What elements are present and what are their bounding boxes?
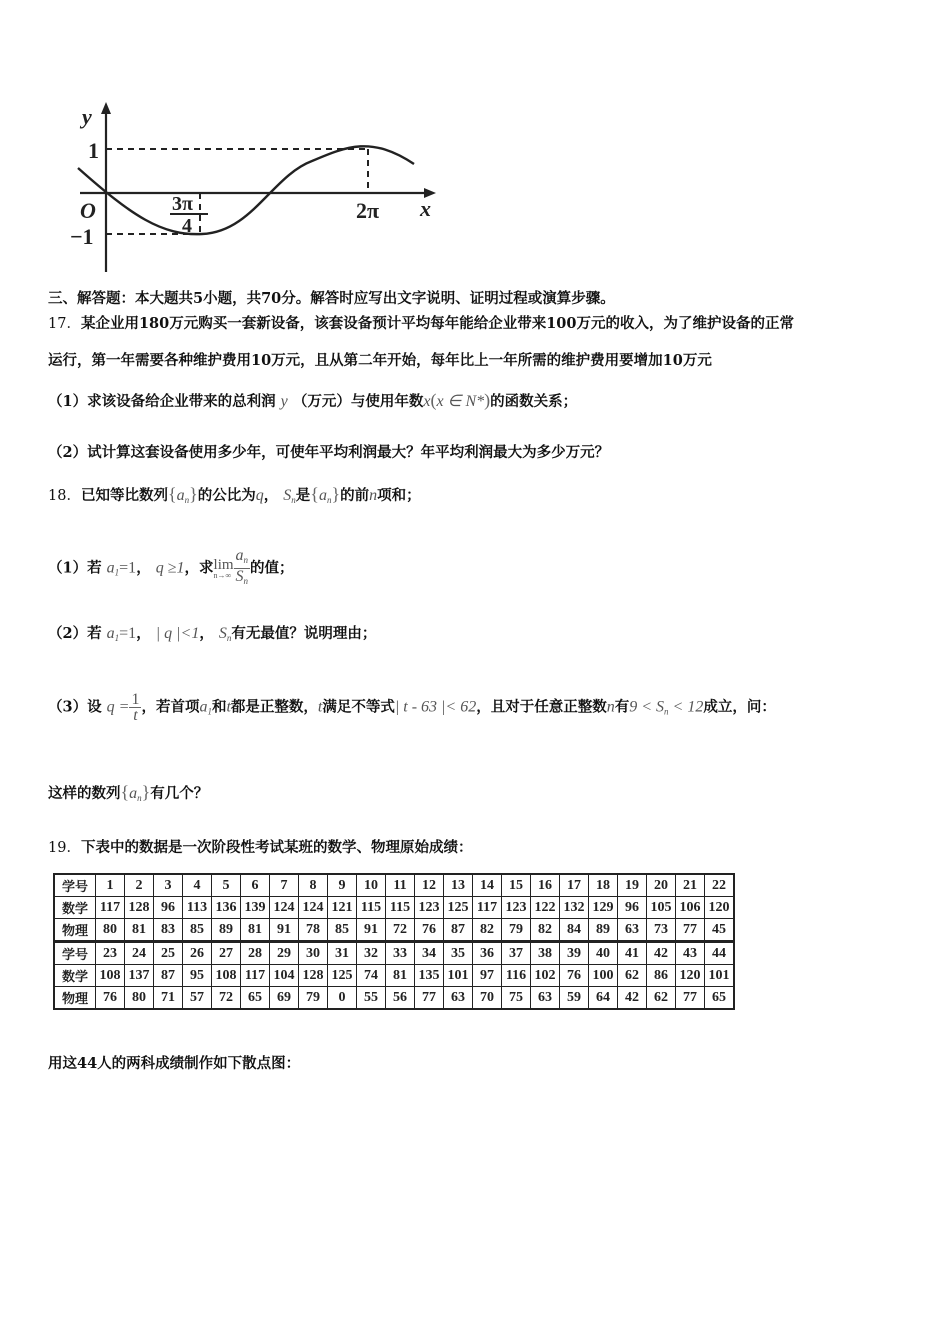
table-cell: 30 <box>299 942 328 965</box>
table-cell: 70 <box>473 987 502 1010</box>
table-cell: 6 <box>241 874 270 897</box>
table-cell: 77 <box>415 987 444 1010</box>
var-S-2: S <box>218 625 227 642</box>
table-cell: 137 <box>125 965 154 987</box>
q18-number: 18． <box>48 488 81 504</box>
table-cell: 72 <box>212 987 241 1010</box>
table-cell: 74 <box>357 965 386 987</box>
table-cell: 63 <box>618 919 647 942</box>
table-cell: 44 <box>705 942 735 965</box>
table-cell: 108 <box>212 965 241 987</box>
one-over-t <box>129 692 141 723</box>
id-row-2 <box>54 942 734 965</box>
origin-label: O <box>80 198 96 223</box>
table-cell: 76 <box>96 987 125 1010</box>
q18-text-b: 的公比为 <box>197 487 256 504</box>
table-cell: 22 <box>705 874 735 897</box>
table-cell: 85 <box>183 919 212 942</box>
table-cell: 79 <box>502 919 531 942</box>
table-cell: 15 <box>502 874 531 897</box>
math-row-1-header: 数学 <box>54 897 96 919</box>
var-n-2: n <box>606 698 615 716</box>
var-S: S <box>283 487 292 504</box>
three-pi-label: 3π <box>172 193 193 215</box>
table-cell: 101 <box>705 965 735 987</box>
q17-part2: （2）试计算这套设备使用多少年，可使年平均利润最大？年平均利润最大为多少万元？ <box>48 444 610 461</box>
q19-intro <box>48 836 472 857</box>
table-cell: 101 <box>444 965 473 987</box>
table-cell: 81 <box>386 965 415 987</box>
q18-p3-text-a: （3）设 <box>48 698 102 716</box>
lim-word: lim <box>213 556 234 573</box>
table-cell: 71 <box>154 987 183 1010</box>
table-cell: 1 <box>96 874 125 897</box>
table-cell: 7 <box>270 874 299 897</box>
table-cell: 75 <box>502 987 531 1010</box>
q17-p1-text-b: （万元）与使用年数 <box>292 393 424 410</box>
two-pi-label: 2π <box>356 198 380 223</box>
comma-2: ， <box>136 625 151 642</box>
q18-p3-text-j: 有几个？ <box>150 785 209 802</box>
seq-a-2: a <box>318 487 327 504</box>
table-cell: 62 <box>618 965 647 987</box>
table-cell: 72 <box>386 919 415 942</box>
q18-intro <box>48 484 421 505</box>
frac-t: t <box>133 707 138 724</box>
score-table <box>53 873 735 1010</box>
q18-p2-text-b: 有无最值？说明理由； <box>231 625 377 642</box>
id-row-1-header: 学号 <box>54 874 96 897</box>
y-axis-arrow <box>101 102 111 114</box>
comma-3: ， <box>199 625 214 642</box>
table-cell: 36 <box>473 942 502 965</box>
range-right: < 12 <box>668 698 704 716</box>
table-cell: 37 <box>502 942 531 965</box>
q19-intro-text: 下表中的数据是一次阶段性考试某班的数学、物理原始成绩： <box>80 839 473 856</box>
table-cell: 73 <box>647 919 676 942</box>
lim-sub: n→∞ <box>213 570 232 580</box>
q18-part3 <box>48 692 776 723</box>
sinusoid-graph <box>62 96 452 274</box>
table-cell: 104 <box>270 965 299 987</box>
table-cell: 77 <box>676 919 705 942</box>
q17-line1 <box>48 312 794 333</box>
q18-text-f: 项和； <box>377 487 421 504</box>
table-cell: 80 <box>125 987 154 1010</box>
q17-p1-text-a: （1）求该设备给企业带来的总利润 <box>48 393 276 410</box>
frac-num-sub: n <box>243 555 249 565</box>
q18-p3-text-g: 有 <box>614 698 630 716</box>
table-cell: 96 <box>618 897 647 919</box>
table-cell: 34 <box>415 942 444 965</box>
table-cell: 19 <box>618 874 647 897</box>
table-cell: 25 <box>154 942 183 965</box>
table-cell: 2 <box>125 874 154 897</box>
eq-one: =1 <box>119 559 137 577</box>
table-cell: 81 <box>125 919 154 942</box>
table-cell: 120 <box>676 965 705 987</box>
table-cell: 27 <box>212 942 241 965</box>
table-cell: 115 <box>386 897 415 919</box>
q18-p1-text-a: （1）若 <box>48 559 102 577</box>
var-a1-sub-2: 1 <box>114 633 120 643</box>
an-over-sn <box>234 548 251 589</box>
table-cell: 86 <box>647 965 676 987</box>
table-cell: 96 <box>154 897 183 919</box>
paren-close: ) <box>484 390 491 410</box>
table-cell: 125 <box>328 965 357 987</box>
table-cell: 42 <box>647 942 676 965</box>
q18-p3-text-e: 满足不等式 <box>322 698 395 716</box>
table-cell: 63 <box>531 987 560 1010</box>
q18-text-e: 的前 <box>340 487 370 504</box>
table-cell: 100 <box>589 965 618 987</box>
table-cell: 9 <box>328 874 357 897</box>
frac-num <box>234 548 251 569</box>
table-cell: 21 <box>676 874 705 897</box>
q18-part1 <box>48 548 294 589</box>
table-cell: 63 <box>444 987 473 1010</box>
table-cell: 87 <box>154 965 183 987</box>
var-x: x <box>423 393 431 410</box>
table-cell: 113 <box>183 897 212 919</box>
table-cell: 77 <box>676 987 705 1010</box>
q17-number: 17． <box>48 316 81 332</box>
table-cell: 31 <box>328 942 357 965</box>
table-cell: 85 <box>328 919 357 942</box>
table-cell: 55 <box>357 987 386 1010</box>
section3-heading: 三、解答题：本大题共5小题，共70分。解答时应写出文字说明、证明过程或演算步骤。 <box>48 290 615 307</box>
table-cell: 117 <box>96 897 125 919</box>
table-cell: 80 <box>96 919 125 942</box>
table-cell: 124 <box>299 897 328 919</box>
table-cell: 62 <box>647 987 676 1010</box>
table-cell: 76 <box>560 965 589 987</box>
x-label: x <box>420 196 431 221</box>
q18-p2-text-a: （2）若 <box>48 625 102 642</box>
table-cell: 28 <box>241 942 270 965</box>
var-a1: a <box>106 559 115 577</box>
q18-text-d: 是 <box>295 487 311 504</box>
brace-open-2: { <box>310 484 319 504</box>
var-a1-sub: 1 <box>114 567 120 578</box>
table-cell: 42 <box>618 987 647 1010</box>
seq-a-sub-3: n <box>137 793 142 803</box>
math-row-1 <box>54 897 734 919</box>
table-cell: 87 <box>444 919 473 942</box>
range-sub: n <box>664 706 669 717</box>
frac-den-sub: n <box>243 576 249 586</box>
table-cell: 128 <box>299 965 328 987</box>
frac-num-a: a <box>235 547 244 564</box>
table-cell: 14 <box>473 874 502 897</box>
table-cell: 10 <box>357 874 386 897</box>
q19-number: 19． <box>48 840 81 856</box>
q18-p3-text-f: ，且对于任意正整数 <box>476 698 607 716</box>
seq-a: a <box>176 487 185 504</box>
table-cell: 20 <box>647 874 676 897</box>
var-q: q <box>255 487 264 504</box>
q18-p3-text-d: 都是正整数， <box>230 698 318 716</box>
table-cell: 38 <box>531 942 560 965</box>
q-ge-one: q ≥1 <box>155 559 185 577</box>
var-t: t <box>226 698 231 716</box>
q18-text-a: 已知等比数列 <box>80 487 168 504</box>
table-cell: 17 <box>560 874 589 897</box>
table-cell: 82 <box>473 919 502 942</box>
id-row-2-header: 学号 <box>54 942 96 965</box>
table-cell: 91 <box>357 919 386 942</box>
table-cell: 117 <box>473 897 502 919</box>
q17-part1 <box>48 390 577 411</box>
table-cell: 106 <box>676 897 705 919</box>
four-label: 4 <box>182 215 192 237</box>
q18-part3-end <box>48 782 208 803</box>
table-cell: 123 <box>415 897 444 919</box>
table-cell: 24 <box>125 942 154 965</box>
range-left: 9 < S <box>629 698 665 716</box>
table-cell: 132 <box>560 897 589 919</box>
q18-p3-text-b: ，若首项 <box>141 698 200 716</box>
table-cell: 84 <box>560 919 589 942</box>
abs-q: | q |<1 <box>155 625 200 642</box>
score-table-body <box>54 874 734 1009</box>
var-S-sub: n <box>291 495 296 505</box>
table-cell: 13 <box>444 874 473 897</box>
phys-row-2-header: 物理 <box>54 987 96 1010</box>
brace-close-3: } <box>141 782 151 802</box>
q-equals: q = <box>106 698 130 716</box>
q18-text-c: ， <box>263 487 279 504</box>
table-cell: 65 <box>241 987 270 1010</box>
table-cell: 117 <box>241 965 270 987</box>
table-cell: 89 <box>212 919 241 942</box>
table-cell: 89 <box>589 919 618 942</box>
table-cell: 79 <box>299 987 328 1010</box>
q18-part2 <box>48 622 376 643</box>
table-cell: 65 <box>705 987 735 1010</box>
q17-line2: 运行，第一年需要各种维护费用10万元，且从第二年开始，每年比上一年所需的维护费用要增加10万元 <box>48 352 712 369</box>
seq-a-sub: n <box>184 495 190 505</box>
var-a1-3: a <box>199 698 208 716</box>
table-cell: 41 <box>618 942 647 965</box>
y-label: y <box>82 104 92 129</box>
table-cell: 8 <box>299 874 328 897</box>
table-cell: 78 <box>299 919 328 942</box>
table-cell: 124 <box>270 897 299 919</box>
var-a1-2: a <box>106 625 115 642</box>
set-natural: x ∈ N* <box>436 393 485 410</box>
table-cell: 23 <box>96 942 125 965</box>
table-cell: 0 <box>328 987 357 1010</box>
limit-expr <box>214 558 234 580</box>
table-cell: 95 <box>183 965 212 987</box>
table-cell: 136 <box>212 897 241 919</box>
table-cell: 11 <box>386 874 415 897</box>
eq-one-2: =1 <box>119 625 137 642</box>
frac-one: 1 <box>131 691 140 708</box>
table-cell: 26 <box>183 942 212 965</box>
frac-den <box>234 569 251 589</box>
table-cell: 135 <box>415 965 444 987</box>
table-cell: 108 <box>96 965 125 987</box>
table-cell: 39 <box>560 942 589 965</box>
table-cell: 4 <box>183 874 212 897</box>
table-cell: 125 <box>444 897 473 919</box>
table-cell: 56 <box>386 987 415 1010</box>
var-S-sub-2: n <box>226 633 232 643</box>
table-cell: 83 <box>154 919 183 942</box>
q17-text1: 某企业用180万元购买一套新设备，该套设备预计平均每年能给企业带来100万元的收入，为了维护设备的正常 <box>80 315 794 332</box>
table-cell: 69 <box>270 987 299 1010</box>
id-row-1 <box>54 874 734 897</box>
table-cell: 32 <box>357 942 386 965</box>
q18-p3-text-i: 这样的数列 <box>48 785 121 802</box>
table-cell: 33 <box>386 942 415 965</box>
one-label: 1 <box>88 138 99 163</box>
table-cell: 16 <box>531 874 560 897</box>
table-cell: 12 <box>415 874 444 897</box>
table-cell: 81 <box>241 919 270 942</box>
table-cell: 123 <box>502 897 531 919</box>
table-cell: 59 <box>560 987 589 1010</box>
table-cell: 139 <box>241 897 270 919</box>
table-cell: 45 <box>705 919 735 942</box>
table-cell: 102 <box>531 965 560 987</box>
table-cell: 105 <box>647 897 676 919</box>
brace-close-2: } <box>331 484 341 504</box>
paren-open: ( <box>430 390 437 410</box>
table-cell: 91 <box>270 919 299 942</box>
table-cell: 3 <box>154 874 183 897</box>
table-cell: 57 <box>183 987 212 1010</box>
q19-outro: 用这44人的两科成绩制作如下散点图： <box>48 1055 301 1072</box>
math-row-2-header: 数学 <box>54 965 96 987</box>
comma: ， <box>136 559 151 577</box>
table-cell: 120 <box>705 897 735 919</box>
phys-row-1-header: 物理 <box>54 919 96 942</box>
table-cell: 97 <box>473 965 502 987</box>
table-cell: 40 <box>589 942 618 965</box>
table-cell: 5 <box>212 874 241 897</box>
q18-p1-text-b: ，求 <box>184 559 214 577</box>
table-cell: 43 <box>676 942 705 965</box>
seq-a-sub-2: n <box>326 495 332 505</box>
q17-p1-text-c: 的函数关系； <box>490 393 578 410</box>
seq-a-3: a <box>129 785 138 802</box>
brace-open: { <box>167 484 177 504</box>
table-cell: 82 <box>531 919 560 942</box>
table-cell: 76 <box>415 919 444 942</box>
table-cell: 64 <box>589 987 618 1010</box>
table-cell: 121 <box>328 897 357 919</box>
frac-den-S: S <box>235 568 244 585</box>
table-cell: 116 <box>502 965 531 987</box>
table-cell: 29 <box>270 942 299 965</box>
table-cell: 18 <box>589 874 618 897</box>
table-cell: 115 <box>357 897 386 919</box>
math-row-2 <box>54 965 734 987</box>
inequality: | t - 63 |< 62 <box>394 698 477 716</box>
var-t-2: t <box>317 698 323 716</box>
var-n: n <box>369 487 378 504</box>
table-cell: 129 <box>589 897 618 919</box>
brace-close: } <box>189 484 198 504</box>
table-cell: 35 <box>444 942 473 965</box>
q18-p3-text-c: 和 <box>211 698 227 716</box>
var-y: y <box>280 393 288 410</box>
q18-p1-text-c: 的值； <box>250 559 294 577</box>
phys-row-1 <box>54 919 734 942</box>
var-a1-sub-3: 1 <box>207 706 212 717</box>
phys-row-2 <box>54 987 734 1010</box>
table-cell: 128 <box>125 897 154 919</box>
neg-one-label: −1 <box>70 224 94 249</box>
table-cell: 122 <box>531 897 560 919</box>
q18-p3-text-h: 成立，问： <box>703 698 776 716</box>
brace-open-3: { <box>120 782 130 802</box>
